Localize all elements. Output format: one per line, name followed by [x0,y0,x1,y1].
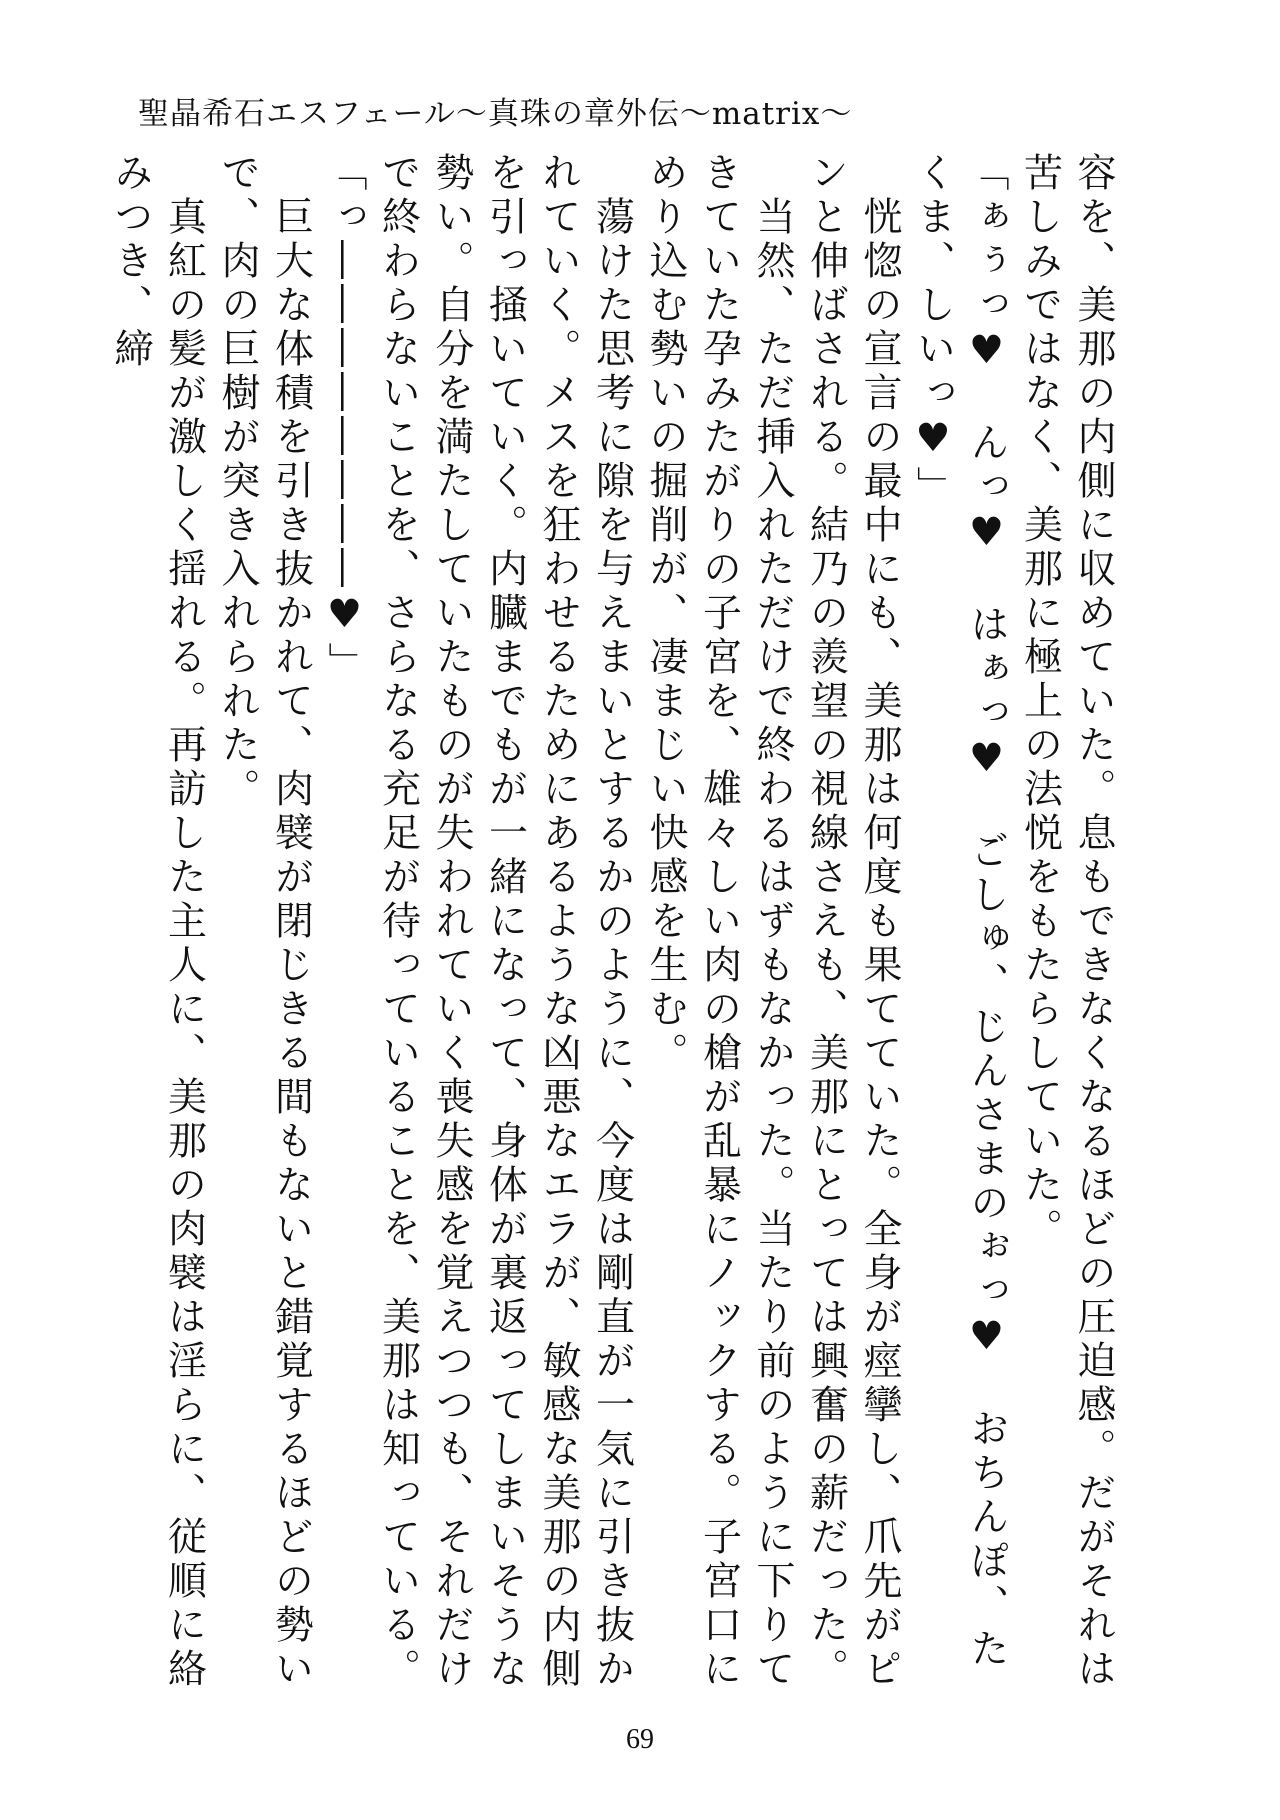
paragraph: 巨大な体積を引き抜かれて、肉襞が閉じきる間もないと錯覚するほどの勢いで、肉の巨樹が突き入れられた。 [215,152,314,1692]
paragraph: 「っ――――――――♥」 [322,152,367,686]
paragraph: 真紅の髪が激しく揺れる。再訪した主人に、美那の肉襞は淫らに、従順に絡みつき、締 [108,152,207,1692]
paragraph: 蕩けた思考に隙を与えまいとするかのように、今度は剛直が一気に引き抜かれていく。メスを狂わせるためにあるような凶悪なエラが、敏感な美那の内側を引っ掻いていく。内臓までもが一緒になって、身体が裏返ってしまいそうな勢い。自分を満たしていたものが失われていく喪失感を覚えつつも、それだけで終わらないことを、さらなる充足が待っていることを、美那は知っている。 [375,152,635,1692]
paragraph: 「ぁぅっ♥ んっ♥ はぁっ♥ ごしゅ、じんさまのぉっ♥ おちんぽ、たくま、しいっ♥」 [910,152,1009,1672]
paragraph: 恍惚の宣言の最中にも、美那は何度も果てていた。全身が痙攣し、爪先がピンと伸ばされる。結乃の羨望の視線さえも、美那にとっては興奮の薪だった。 [803,152,902,1692]
vertical-body-text [104,152,1121,1712]
paragraph: 容を、美那の内側に収めていた。息もできなくなるほどの圧迫感。だがそれは苦しみではなく、美那に極上の法悦をもたらしていた。 [1017,152,1116,1692]
paragraph: 当然、ただ挿入れただけで終わるはずもなかった。当たり前のように下りてきていた孕みたがりの子宮を、雄々しい肉の槍が乱暴にノックする。子宮口にめり込む勢いの掘削が、凄まじい快感を生む。 [643,152,795,1692]
page-number: 69 [626,1724,654,1755]
running-header: 聖晶希石エスフェール〜真珠の章外伝〜matrix〜 [138,96,853,132]
